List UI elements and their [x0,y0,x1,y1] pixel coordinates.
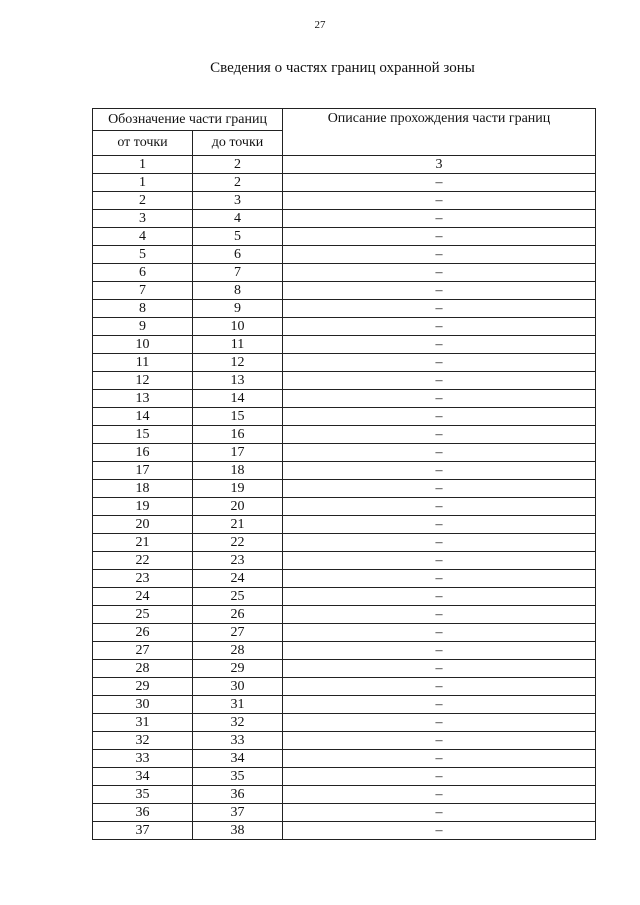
table-row [93,354,596,372]
header-from-point: от точки [93,131,193,156]
cell-to-point: 16 [193,426,283,444]
cell-to-point: 31 [193,696,283,714]
cell-from-point: 30 [93,696,193,714]
table-row [93,732,596,750]
cell-description: – [283,768,596,786]
table-row [93,426,596,444]
cell-from-point: 4 [93,228,193,246]
cell-to-point: 29 [193,660,283,678]
cell-from-point: 19 [93,498,193,516]
cell-to-point: 18 [193,462,283,480]
cell-to-point: 19 [193,480,283,498]
cell-description: – [283,588,596,606]
cell-description: – [283,300,596,318]
cell-from-point: 33 [93,750,193,768]
cell-description: – [283,192,596,210]
cell-description: – [283,210,596,228]
cell-from-point: 12 [93,372,193,390]
cell-to-point: 34 [193,750,283,768]
table-row [93,534,596,552]
cell-description: – [283,444,596,462]
cell-from-point: 13 [93,390,193,408]
cell-description: – [283,390,596,408]
table-row [93,624,596,642]
table-row [93,696,596,714]
cell-from-point: 10 [93,336,193,354]
table-row [93,336,596,354]
cell-to-point: 21 [193,516,283,534]
cell-description: – [283,534,596,552]
header-boundary-designation: Обозначение части границ [93,109,283,131]
cell-description: – [283,174,596,192]
cell-from-point: 24 [93,588,193,606]
table-row [93,768,596,786]
table-row [93,210,596,228]
cell-description: – [283,498,596,516]
cell-description: – [283,264,596,282]
table-row [93,588,596,606]
cell-description: – [283,516,596,534]
cell-to-point: 25 [193,588,283,606]
cell-from-point: 1 [93,174,193,192]
cell-to-point: 33 [193,732,283,750]
table-row [93,390,596,408]
table-row [93,678,596,696]
cell-description: – [283,786,596,804]
cell-from-point: 3 [93,210,193,228]
cell-from-point: 31 [93,714,193,732]
cell-to-point: 38 [193,822,283,840]
cell-to-point: 27 [193,624,283,642]
table-row [93,444,596,462]
table-row [93,606,596,624]
table-row [93,264,596,282]
header-to-point: до точки [193,131,283,156]
cell-from-point: 35 [93,786,193,804]
table-row [93,300,596,318]
cell-description: – [283,606,596,624]
table-row [93,498,596,516]
cell-to-point: 12 [193,354,283,372]
cell-description: – [283,804,596,822]
cell-to-point: 22 [193,534,283,552]
cell-from-point: 5 [93,246,193,264]
cell-from-point: 27 [93,642,193,660]
document-title: Сведения о частях границ охранной зоны [210,60,475,76]
cell-to-point: 36 [193,786,283,804]
cell-from-point: 14 [93,408,193,426]
cell-from-point: 16 [93,444,193,462]
cell-description: – [283,246,596,264]
cell-from-point: 21 [93,534,193,552]
table-row [93,750,596,768]
cell-from-point: 34 [93,768,193,786]
table-row [93,570,596,588]
cell-description: – [283,552,596,570]
table-row [93,372,596,390]
table-row [93,642,596,660]
cell-to-point: 11 [193,336,283,354]
cell-description: – [283,678,596,696]
cell-to-point: 7 [193,264,283,282]
cell-description: – [283,408,596,426]
cell-description: – [283,354,596,372]
cell-from-point: 32 [93,732,193,750]
cell-description: – [283,642,596,660]
table-row [93,480,596,498]
table-row [93,318,596,336]
cell-description: – [283,228,596,246]
cell-from-point: 18 [93,480,193,498]
cell-description: – [283,732,596,750]
cell-from-point: 1 [93,156,193,174]
table-row [93,228,596,246]
cell-description: – [283,660,596,678]
cell-description: – [283,336,596,354]
cell-to-point: 9 [193,300,283,318]
cell-from-point: 9 [93,318,193,336]
cell-to-point: 14 [193,390,283,408]
cell-description: – [283,822,596,840]
header-description: Описание прохождения части границ [283,109,596,156]
cell-to-point: 10 [193,318,283,336]
cell-to-point: 28 [193,642,283,660]
cell-description: – [283,426,596,444]
cell-to-point: 35 [193,768,283,786]
cell-to-point: 17 [193,444,283,462]
table-row [93,786,596,804]
cell-to-point: 2 [193,174,283,192]
boundary-parts-table [92,108,596,840]
table-row [93,156,596,174]
table-row [93,822,596,840]
cell-from-point: 15 [93,426,193,444]
table-row [93,192,596,210]
cell-to-point: 15 [193,408,283,426]
table-row [93,246,596,264]
cell-description: – [283,282,596,300]
table-row [93,462,596,480]
cell-from-point: 17 [93,462,193,480]
cell-description: – [283,570,596,588]
table-row [93,552,596,570]
table-header [93,109,596,156]
table-row [93,408,596,426]
cell-from-point: 36 [93,804,193,822]
cell-description: – [283,462,596,480]
table-row [93,282,596,300]
cell-to-point: 32 [193,714,283,732]
cell-description: 3 [283,156,596,174]
cell-from-point: 28 [93,660,193,678]
cell-to-point: 26 [193,606,283,624]
table-row [93,174,596,192]
cell-to-point: 3 [193,192,283,210]
cell-to-point: 8 [193,282,283,300]
cell-to-point: 6 [193,246,283,264]
cell-to-point: 4 [193,210,283,228]
page-number: 27 [314,19,326,31]
cell-to-point: 2 [193,156,283,174]
cell-from-point: 29 [93,678,193,696]
cell-from-point: 22 [93,552,193,570]
cell-to-point: 20 [193,498,283,516]
cell-to-point: 23 [193,552,283,570]
cell-description: – [283,372,596,390]
table-row [93,804,596,822]
cell-to-point: 24 [193,570,283,588]
cell-from-point: 23 [93,570,193,588]
cell-description: – [283,696,596,714]
table-row [93,714,596,732]
cell-to-point: 37 [193,804,283,822]
cell-description: – [283,714,596,732]
table-body [93,156,596,840]
cell-description: – [283,624,596,642]
table-row [93,660,596,678]
cell-from-point: 8 [93,300,193,318]
table-row [93,516,596,534]
cell-from-point: 7 [93,282,193,300]
cell-description: – [283,318,596,336]
cell-from-point: 37 [93,822,193,840]
cell-to-point: 13 [193,372,283,390]
cell-from-point: 2 [93,192,193,210]
cell-from-point: 11 [93,354,193,372]
cell-description: – [283,750,596,768]
cell-from-point: 26 [93,624,193,642]
cell-to-point: 5 [193,228,283,246]
cell-description: – [283,480,596,498]
cell-to-point: 30 [193,678,283,696]
cell-from-point: 25 [93,606,193,624]
cell-from-point: 6 [93,264,193,282]
cell-from-point: 20 [93,516,193,534]
